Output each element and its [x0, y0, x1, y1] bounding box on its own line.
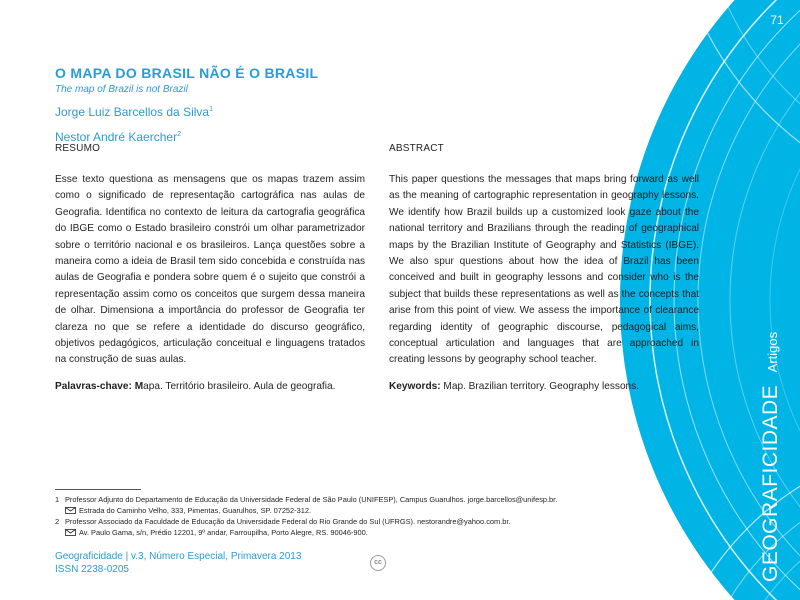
envelope-icon [65, 507, 76, 514]
footnote-marker[interactable]: 2 [177, 131, 181, 138]
footnote-1-address [55, 505, 675, 516]
keywords-text: apa. Território brasileiro. Aula de geografia. [143, 380, 336, 392]
resumo-keywords [55, 379, 365, 395]
footnote-number: 1 [55, 495, 60, 504]
resumo-heading: RESUMO [55, 143, 101, 154]
abstract-body: This paper questions the messages that maps bring forward as well as the meaning of cartographic representation in geography lessons. We identify how Brazil builds up a customized look gaze about the national territory and Brazilians through the reading of geographical maps by the Brazilian Institute of Geography and Statistics (IBGE). We also spur questions about how the idea of Brazil has been conceived and built in geography lessons and consider who is the subject that builds these representations as well as the concepts that arise from this point of view. We assess the importance of clearance regarding identity of geographic discourse, pedagogical aims, conceptual articulation and languages that are approached in creating lessons by geography school teacher. [389, 174, 699, 366]
footnote-address: Estrada do Caminho Velho, 333, Pimentas, Guarulhos, SP. 07252-312. [79, 506, 311, 515]
footnote-number: 2 [55, 517, 60, 526]
resumo-body: Esse texto questiona as mensagens que os mapas trazem assim como o significado de representação cartográfica nas aulas de Geografia. Identifica no contexto de leitura da cartografia geográfica do IBGE como o Estado brasileiro constrói um olhar parametrizador sobre o território nacional e os brasileiros. Lança questões sobre a maneira como a ideia de Brasil tem sido concebida e construída nas aulas de Geografia e pondera sobre quem é o sujeito que constrói a representação assim como os conceitos que surgem dessa maneira de olhar. Dimensiona a importância do professor de Geografia ter clareza no que se refere a identidade do discurso geográfico, objetivos pedagógicos, articulação conceitual e linguagens tratados na construção de suas aulas. [55, 174, 365, 366]
creative-commons-icon[interactable]: cc [370, 555, 386, 571]
abstract-heading: ABSTRACT [389, 143, 444, 154]
abstract-column [389, 141, 699, 395]
resumo-column [55, 141, 365, 395]
author-name: Nestor André Kaercher [55, 130, 178, 144]
page-footer [55, 550, 301, 576]
keywords-text: Map. Brazilian territory. Geography lessons. [443, 380, 640, 392]
footnote-divider [55, 489, 141, 490]
keywords-label: Palavras-chave: [55, 380, 132, 392]
author-name: Jorge Luiz Barcellos da Silva [55, 105, 210, 119]
section-name-vertical: Artigos [765, 331, 780, 373]
journal-name-vertical: GEOGRAFICIDADE [759, 384, 782, 582]
footnote-address: Av. Paulo Gama, s/n, Prédio 12201, 9º andar, Farroupilha, Porto Alegre, RS. 90046-900. [79, 528, 368, 537]
footer-journal-line: Geograficidade | v.3, Número Especial, Primavera 2013 [55, 551, 302, 562]
footnote-2 [55, 516, 675, 527]
article-header [55, 64, 675, 146]
author-1 [55, 101, 675, 121]
abstract-keywords [389, 379, 699, 395]
footnote-marker[interactable]: 1 [209, 106, 213, 113]
keywords-initial: M [134, 380, 144, 392]
article-title: O MAPA DO BRASIL NÃO É O BRASIL [55, 65, 319, 81]
article-subtitle: The map of Brazil is not Brazil [55, 84, 188, 95]
footnote-2-address [55, 527, 675, 538]
page-number: 71 [770, 13, 784, 27]
footnotes [55, 494, 675, 538]
envelope-icon [65, 529, 76, 536]
journal-sidebar-label [759, 282, 783, 582]
footer-issn: ISSN 2238-0205 [55, 564, 129, 575]
keywords-label: Keywords: [389, 380, 441, 392]
footnote-1 [55, 494, 675, 505]
footnote-text: Professor Adjunto do Departamento de Educação da Universidade Federal de São Paulo (UNIFESP), Campus Guarulhos. jorge.barcellos@unifesp.br. [65, 495, 558, 504]
footnote-text: Professor Associado da Faculdade de Educação da Universidade Federal do Rio Grande do Sul (UFRGS). nestorandre@yahoo.com.br. [65, 517, 511, 526]
